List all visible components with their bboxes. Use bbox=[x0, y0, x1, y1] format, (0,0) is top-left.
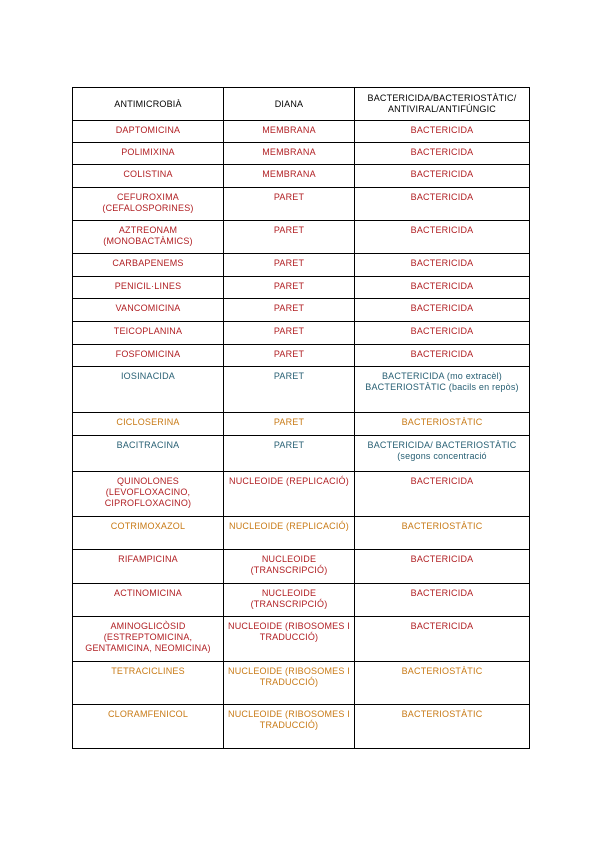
drug-cell: FOSFOMICINA bbox=[73, 345, 224, 367]
effect-cell: BACTERICIDA (mo extracèl) BACTERIOSTÀTIC (bacils en repòs) bbox=[355, 367, 530, 413]
drug-cell: COLISTINA bbox=[73, 165, 224, 188]
table-row bbox=[73, 165, 530, 188]
table-row bbox=[73, 254, 530, 277]
drug-cell: ACTINOMICINA bbox=[73, 584, 224, 617]
target-cell: NUCLEOIDE (RIBOSOMES I TRADUCCIÓ) bbox=[224, 617, 355, 662]
table-row bbox=[73, 662, 530, 705]
table-row bbox=[73, 221, 530, 254]
effect-cell: BACTERICIDA bbox=[355, 254, 530, 277]
drug-cell: AMINOGLICÒSID (ESTREPTOMICINA, GENTAMICINA, NEOMICINA) bbox=[73, 617, 224, 662]
target-cell: NUCLEOIDE (RIBOSOMES I TRADUCCIÓ) bbox=[224, 662, 355, 705]
target-cell: PARET bbox=[224, 345, 355, 367]
target-cell: PARET bbox=[224, 367, 355, 413]
table-row bbox=[73, 299, 530, 322]
drug-cell: BACITRACINA bbox=[73, 436, 224, 472]
effect-cell: BACTERICIDA bbox=[355, 322, 530, 345]
effect-cell: BACTERICIDA bbox=[355, 550, 530, 584]
table-row bbox=[73, 617, 530, 662]
table-row bbox=[73, 413, 530, 436]
target-cell: PARET bbox=[224, 322, 355, 345]
drug-cell: QUINOLONES (LEVOFLOXACINO, CIPROFLOXACINO) bbox=[73, 472, 224, 517]
drug-cell: CLORAMFENICOL bbox=[73, 705, 224, 749]
target-cell: NUCLEOIDE (TRANSCRIPCIÓ) bbox=[224, 584, 355, 617]
effect-cell: BACTERICIDA bbox=[355, 472, 530, 517]
target-cell: MEMBRANA bbox=[224, 165, 355, 188]
target-cell: MEMBRANA bbox=[224, 121, 355, 143]
drug-cell: PENICIL·LINES bbox=[73, 277, 224, 299]
table-row bbox=[73, 345, 530, 367]
drug-cell: TETRACICLINES bbox=[73, 662, 224, 705]
table-row bbox=[73, 517, 530, 550]
drug-cell: VANCOMICINA bbox=[73, 299, 224, 322]
target-cell: PARET bbox=[224, 413, 355, 436]
effect-cell: BACTERICIDA bbox=[355, 345, 530, 367]
table-row bbox=[73, 143, 530, 165]
target-cell: NUCLEOIDE (REPLICACIÓ) bbox=[224, 472, 355, 517]
effect-cell: BACTERIOSTÀTIC bbox=[355, 517, 530, 550]
effect-cell: BACTERICIDA bbox=[355, 221, 530, 254]
target-cell: NUCLEOIDE (RIBOSOMES I TRADUCCIÓ) bbox=[224, 705, 355, 749]
drug-cell: DAPTOMICINA bbox=[73, 121, 224, 143]
table-row bbox=[73, 188, 530, 221]
effect-cell: BACTERICIDA bbox=[355, 121, 530, 143]
effect-cell: BACTERICIDA bbox=[355, 277, 530, 299]
effect-cell: BACTERICIDA bbox=[355, 188, 530, 221]
table-row bbox=[73, 367, 530, 413]
table-row bbox=[73, 705, 530, 749]
effect-cell: BACTERICIDA bbox=[355, 299, 530, 322]
target-cell: PARET bbox=[224, 188, 355, 221]
table-row bbox=[73, 472, 530, 517]
effect-cell: BACTERIOSTÀTIC bbox=[355, 705, 530, 749]
table-row bbox=[73, 277, 530, 299]
drug-cell: AZTREONAM (MONOBACTÀMICS) bbox=[73, 221, 224, 254]
table-row bbox=[73, 436, 530, 472]
drug-cell: TEICOPLANINA bbox=[73, 322, 224, 345]
target-cell: PARET bbox=[224, 221, 355, 254]
effect-cell: BACTERIOSTÀTIC bbox=[355, 413, 530, 436]
effect-cell: BACTERIOSTÀTIC bbox=[355, 662, 530, 705]
drug-cell: RIFAMPICINA bbox=[73, 550, 224, 584]
target-cell: PARET bbox=[224, 277, 355, 299]
drug-cell: CEFUROXIMA (CEFALOSPORINES) bbox=[73, 188, 224, 221]
table-body bbox=[73, 121, 530, 749]
target-cell: MEMBRANA bbox=[224, 143, 355, 165]
drug-cell: CARBAPENEMS bbox=[73, 254, 224, 277]
effect-cell: BACTERICIDA bbox=[355, 617, 530, 662]
table-row bbox=[73, 121, 530, 143]
effect-cell: BACTERICIDA bbox=[355, 143, 530, 165]
drug-cell: COTRIMOXAZOL bbox=[73, 517, 224, 550]
drug-cell: POLIMIXINA bbox=[73, 143, 224, 165]
drug-cell: IOSINACIDA bbox=[73, 367, 224, 413]
effect-cell: BACTERICIDA/ BACTERIOSTÀTIC (segons concentració bbox=[355, 436, 530, 472]
target-cell: PARET bbox=[224, 254, 355, 277]
target-cell: PARET bbox=[224, 299, 355, 322]
header-row bbox=[73, 88, 530, 121]
header-effect: BACTERICIDA/BACTERIOSTÀTIC/ ANTIVIRAL/ANTIFÚNGIC bbox=[355, 88, 530, 121]
target-cell: NUCLEOIDE (TRANSCRIPCIÓ) bbox=[224, 550, 355, 584]
header-antimicrobial: ANTIMICROBIÀ bbox=[73, 88, 224, 121]
effect-cell: BACTERICIDA bbox=[355, 165, 530, 188]
header-target: DIANA bbox=[224, 88, 355, 121]
drug-cell: CICLOSERINA bbox=[73, 413, 224, 436]
effect-cell: BACTERICIDA bbox=[355, 584, 530, 617]
table-row bbox=[73, 322, 530, 345]
table-row bbox=[73, 584, 530, 617]
antimicrobial-table bbox=[72, 87, 530, 749]
table-row bbox=[73, 550, 530, 584]
target-cell: PARET bbox=[224, 436, 355, 472]
target-cell: NUCLEOIDE (REPLICACIÓ) bbox=[224, 517, 355, 550]
